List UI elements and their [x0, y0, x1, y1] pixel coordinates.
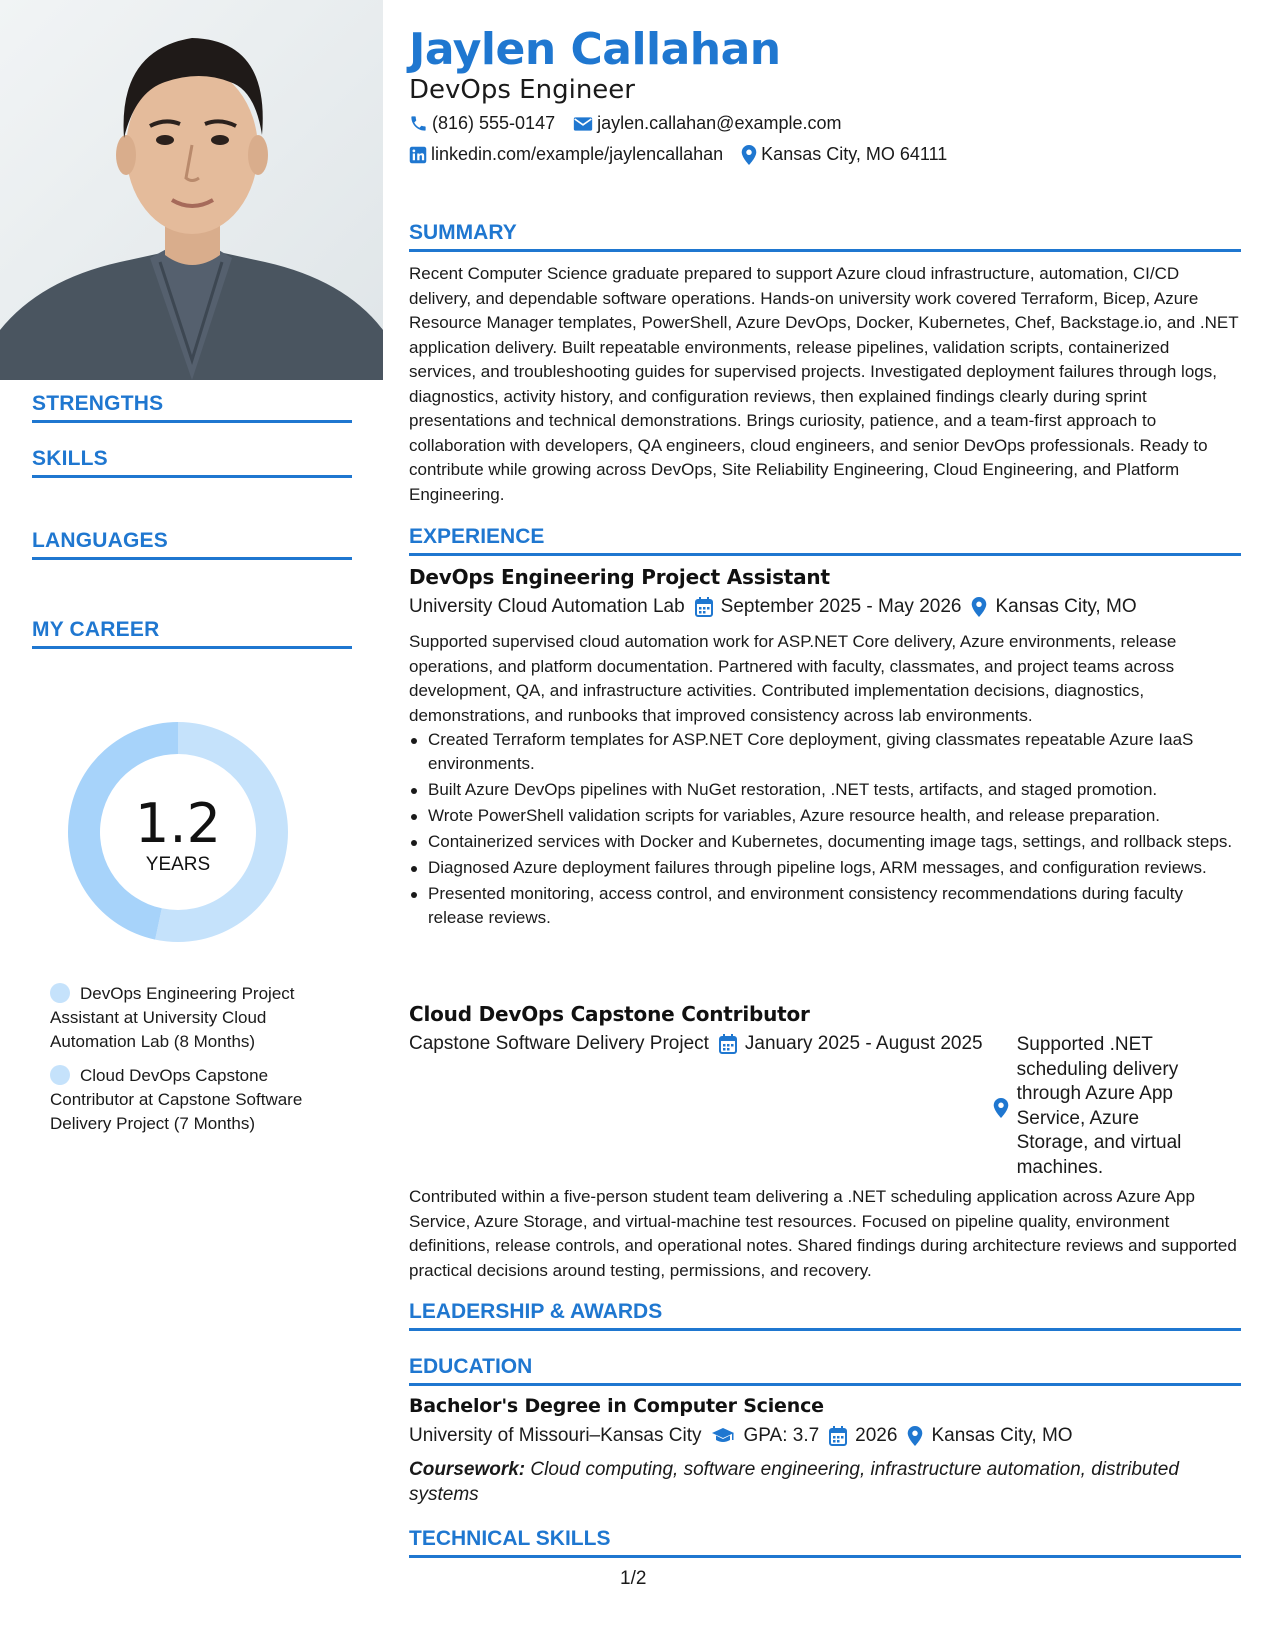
education-school-text: University of Missouri–Kansas City	[409, 1425, 702, 1446]
education-gpa-text: GPA: 3.7	[743, 1425, 820, 1446]
career-donut-chart	[64, 718, 292, 946]
contact-email-text: jaylen.callahan@example.com	[597, 113, 842, 133]
list-item: Created Terraform templates for ASP.NET Core deployment, giving classmates repeatable Azure IaaS environments.	[409, 728, 1241, 776]
location-pin-icon	[907, 1426, 923, 1446]
education-location	[907, 1425, 1072, 1447]
job-title-1: DevOps Engineering Project Assistant	[409, 565, 830, 589]
location-pin-icon	[741, 145, 757, 165]
profile-photo	[0, 0, 383, 380]
calendar-icon	[719, 1034, 737, 1054]
contact-linkedin[interactable]	[409, 144, 723, 165]
job-org-1	[409, 596, 685, 618]
page-number: 1/2	[620, 1568, 647, 1589]
calendar-icon	[695, 597, 713, 617]
job-description-1: Supported supervised cloud automation work for ASP.NET Core delivery, Azure environments, release operations, and platform documentation. Partnered with faculty, classmates, and project teams across development, QA, and infrastructure activities. Contributed implementation decisions, diagnostics, demonstrations, and runbooks that improved consistency across lab environments.	[409, 632, 1177, 725]
coursework-label: Coursework:	[409, 1459, 526, 1480]
job-dates-text-1: September 2025 - May 2026	[720, 596, 962, 617]
contact-phone[interactable]	[409, 113, 555, 134]
job-location-1	[971, 596, 1136, 618]
education-gpa	[711, 1425, 819, 1447]
job-dates-1	[695, 596, 962, 618]
career-years-unit: YEARS	[145, 854, 211, 875]
list-item: Wrote PowerShell validation scripts for variables, Azure resource health, and release preparation.	[409, 804, 1241, 828]
phone-icon	[409, 114, 428, 133]
job-location-2	[993, 1033, 1183, 1180]
legend-dot-icon	[50, 1065, 70, 1085]
list-item: Presented monitoring, access control, and environment consistency recommendations during faculty release reviews.	[409, 882, 1241, 930]
contact-phone-text: (816) 555-0147	[432, 113, 556, 133]
location-pin-icon	[971, 597, 987, 617]
section-heading-technical-skills: TECHNICAL SKILLS	[409, 1527, 1241, 1558]
education-coursework	[409, 1457, 1241, 1507]
job-description-2: Contributed within a five-person student team delivering a .NET scheduling application across Azure App Service, Azure Storage, and virtual-machine test resources. Focused on pipeline quality, environment definitions, release controls, and operational notes. Shared findings during architecture reviews and supported practical decisions around testing, permissions, and recovery.	[409, 1187, 1237, 1280]
calendar-icon	[829, 1426, 847, 1446]
education-year	[829, 1425, 897, 1447]
career-legend-label-2: Cloud DevOps Capstone Contributor at Capstone Software Delivery Project (7 Months)	[50, 1066, 303, 1133]
section-heading-leadership-awards: LEADERSHIP & AWARDS	[409, 1300, 1241, 1331]
section-heading-education: EDUCATION	[409, 1355, 1241, 1386]
linkedin-icon	[409, 146, 427, 164]
contact-line-1	[409, 113, 860, 134]
career-legend-item-1	[50, 982, 320, 1054]
legend-dot-icon	[50, 983, 70, 1003]
list-item: Containerized services with Docker and Kubernetes, documenting image tags, settings, and rollback steps.	[409, 830, 1241, 854]
profile-photo-art	[0, 0, 383, 380]
candidate-name: Jaylen Callahan	[409, 24, 781, 75]
job-org-2	[409, 1033, 709, 1055]
career-years-value: 1.2	[135, 792, 221, 855]
section-heading-experience: EXPERIENCE	[409, 525, 1241, 556]
career-legend-item-2	[50, 1064, 320, 1136]
career-legend-label-1: DevOps Engineering Project Assistant at University Cloud Automation Lab (8 Months)	[50, 984, 295, 1051]
education-degree: Bachelor's Degree in Computer Science	[409, 1395, 824, 1417]
job-org-text-2: Capstone Software Delivery Project	[409, 1033, 709, 1054]
education-school	[409, 1425, 701, 1447]
job-dates-2	[719, 1033, 983, 1055]
sidebar-heading-languages: LANGUAGES	[32, 529, 352, 560]
education-meta	[409, 1425, 1083, 1447]
list-item: Built Azure DevOps pipelines with NuGet restoration, .NET tests, artifacts, and staged promotion.	[409, 778, 1241, 802]
job-location-text-1: Kansas City, MO	[995, 596, 1137, 617]
coursework-text: Cloud computing, software engineering, infrastructure automation, distributed systems	[409, 1459, 1179, 1505]
sidebar-heading-skills: SKILLS	[32, 447, 352, 478]
contact-email[interactable]	[573, 113, 841, 134]
education-location-text: Kansas City, MO	[931, 1425, 1073, 1446]
education-year-text: 2026	[855, 1425, 898, 1446]
job-location-text-2: Supported .NET scheduling delivery through Azure App Service, Azure Storage, and virtual machines.	[1016, 1034, 1182, 1178]
graduation-cap-icon	[711, 1427, 735, 1445]
job-org-text-1: University Cloud Automation Lab	[409, 596, 685, 617]
candidate-role: DevOps Engineer	[409, 75, 635, 105]
job-bullets-1	[409, 728, 1241, 932]
job-title-2: Cloud DevOps Capstone Contributor	[409, 1002, 810, 1026]
job-meta-2	[409, 1033, 1193, 1180]
contact-line-2	[409, 144, 965, 165]
list-item: Diagnosed Azure deployment failures through pipeline logs, ARM messages, and configuration reviews.	[409, 856, 1241, 880]
location-pin-icon	[993, 1098, 1009, 1118]
section-heading-summary: SUMMARY	[409, 221, 1241, 252]
contact-location	[741, 144, 947, 165]
contact-linkedin-text: linkedin.com/example/jaylencallahan	[431, 144, 724, 164]
mail-icon	[573, 115, 593, 133]
job-dates-text-2: January 2025 - August 2025	[744, 1033, 983, 1054]
sidebar-heading-my-career: MY CAREER	[32, 618, 352, 649]
sidebar-heading-strengths: STRENGTHS	[32, 392, 352, 423]
job-meta-1	[409, 596, 1147, 618]
summary-text: Recent Computer Science graduate prepared to support Azure cloud infrastructure, automation, CI/CD delivery, and dependable software operations. Hands-on university work covered Terraform, Bicep, Azure Resource Manager templates, PowerShell, Azure DevOps, Docker, Kubernetes, Chef, Backstage.io, and .NET application delivery. Built repeatable environments, release pipelines, validation scripts, containerized services, and troubleshooting guides for supervised projects. Investigated deployment failures through logs, diagnostics, activity history, and configuration reviews, then explained findings clearly during sprint presentations and technical demonstrations. Brings curiosity, patience, and a team-first approach to collaboration with developers, QA engineers, cloud engineers, and senior DevOps professionals. Ready to contribute while growing across DevOps, Site Reliability Engineering, Cloud Engineering, and Platform Engineering.	[409, 264, 1239, 504]
contact-location-text: Kansas City, MO 64111	[761, 144, 948, 164]
